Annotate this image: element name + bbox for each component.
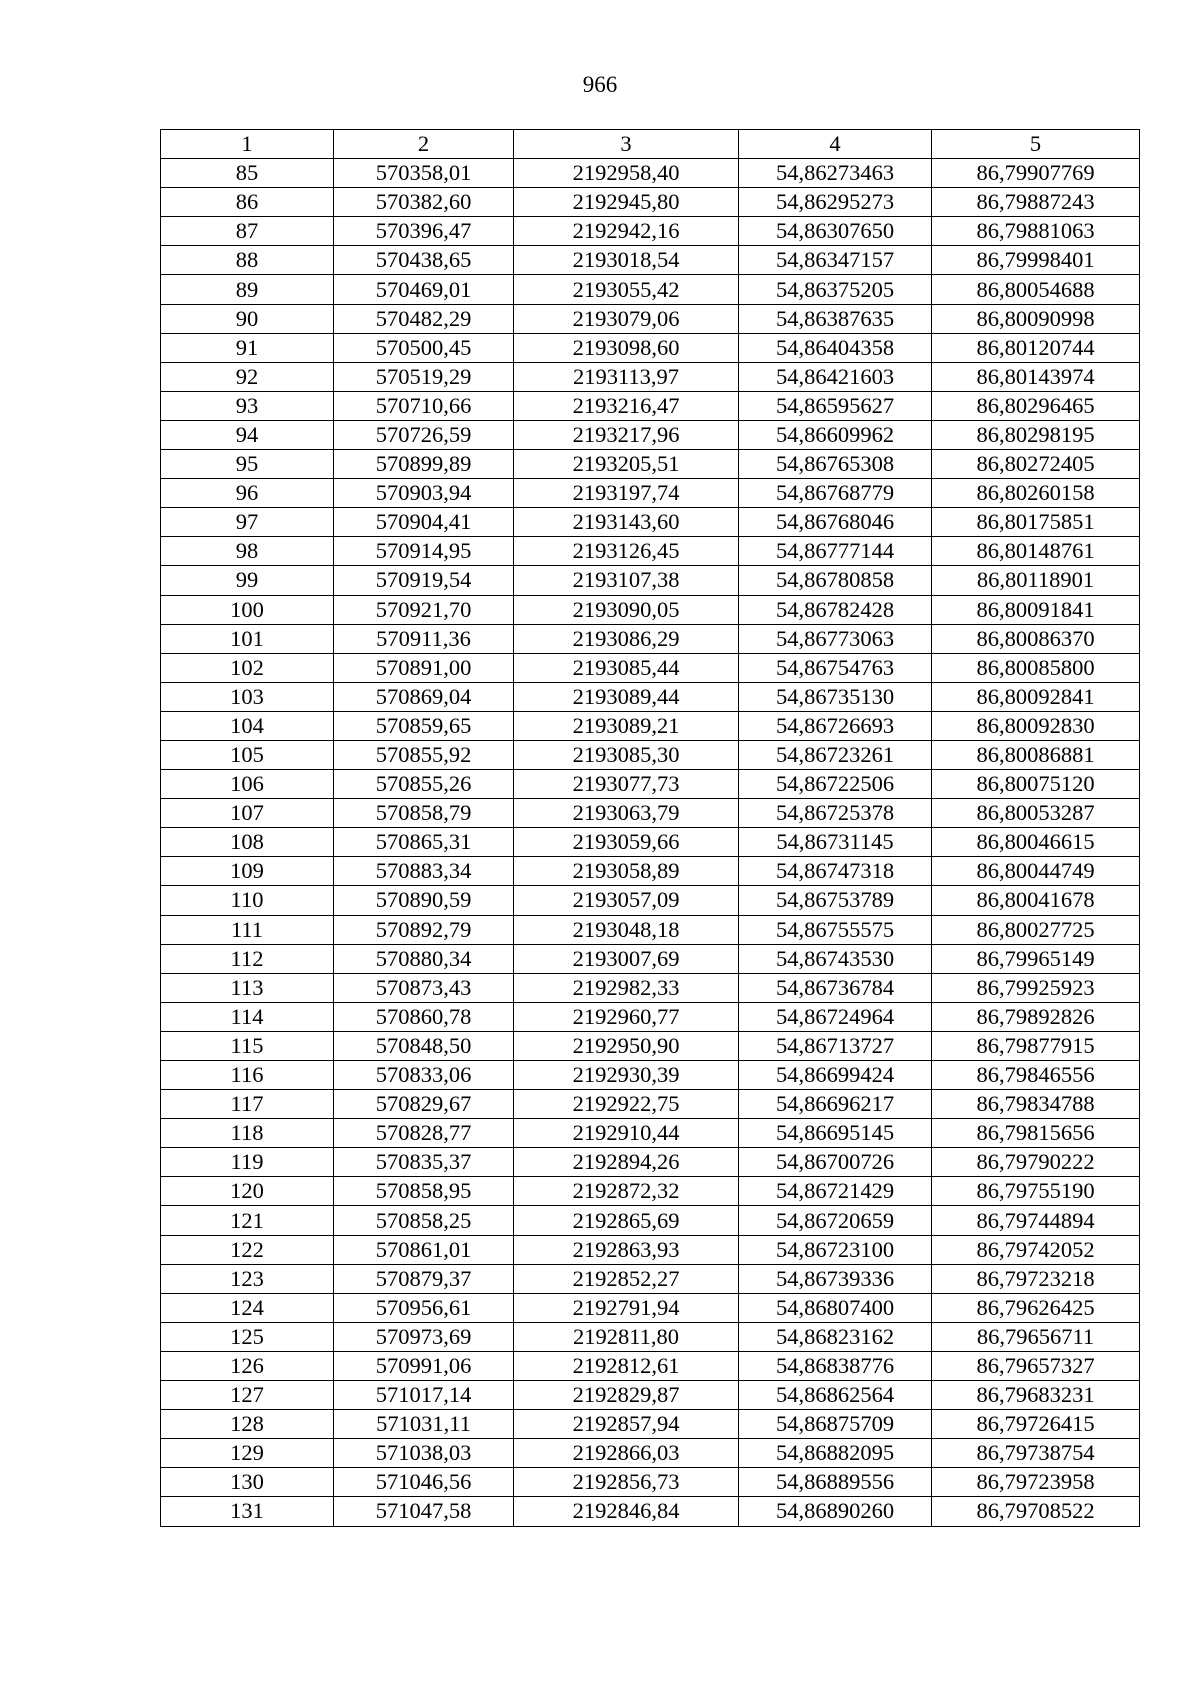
table-row (161, 1177, 1140, 1206)
table-cell-col-3: 2192942,16 (514, 217, 739, 246)
table-cell-col-3: 2192857,94 (514, 1410, 739, 1439)
table-cell-col-5: 86,79925923 (932, 973, 1140, 1002)
table-cell-col-1: 125 (161, 1322, 334, 1351)
table-cell-col-4: 54,86755575 (739, 915, 932, 944)
table-cell-col-3: 2192846,84 (514, 1497, 739, 1526)
table-cell-col-4: 54,86695145 (739, 1119, 932, 1148)
table-cell-col-2: 570869,04 (334, 682, 514, 711)
table-cell-col-5: 86,79708522 (932, 1497, 1140, 1526)
table-cell-col-2: 570903,94 (334, 479, 514, 508)
table-cell-col-4: 54,86295273 (739, 188, 932, 217)
table-cell-col-3: 2193098,60 (514, 333, 739, 362)
table-cell-col-4: 54,86754763 (739, 653, 932, 682)
table-cell-col-2: 570879,37 (334, 1264, 514, 1293)
table-cell-col-2: 571017,14 (334, 1381, 514, 1410)
table-row (161, 915, 1140, 944)
table-cell-col-4: 54,86387635 (739, 304, 932, 333)
table-row (161, 740, 1140, 769)
table-row (161, 1090, 1140, 1119)
table-cell-col-4: 54,86696217 (739, 1090, 932, 1119)
table-cell-col-3: 2193085,44 (514, 653, 739, 682)
table-cell-col-3: 2193077,73 (514, 770, 739, 799)
table-cell-col-3: 2193090,05 (514, 595, 739, 624)
table-cell-col-2: 570899,89 (334, 450, 514, 479)
table-cell-col-4: 54,86807400 (739, 1293, 932, 1322)
table-cell-col-4: 54,86726693 (739, 711, 932, 740)
table-cell-col-5: 86,80085800 (932, 653, 1140, 682)
table-cell-col-2: 570710,66 (334, 391, 514, 420)
table-cell-col-5: 86,80041678 (932, 886, 1140, 915)
table-cell-col-4: 54,86739336 (739, 1264, 932, 1293)
table-cell-col-2: 570482,29 (334, 304, 514, 333)
table-row (161, 1351, 1140, 1380)
table-cell-col-1: 94 (161, 420, 334, 449)
table-cell-col-1: 129 (161, 1439, 334, 1468)
table-row (161, 711, 1140, 740)
table-row (161, 1061, 1140, 1090)
table-row (161, 653, 1140, 682)
table-cell-col-5: 86,79723218 (932, 1264, 1140, 1293)
table-row (161, 391, 1140, 420)
table-row (161, 1410, 1140, 1439)
table-cell-col-3: 2193126,45 (514, 537, 739, 566)
table-cell-col-5: 86,79742052 (932, 1235, 1140, 1264)
table-cell-col-3: 2192866,03 (514, 1439, 739, 1468)
table-cell-col-2: 570858,95 (334, 1177, 514, 1206)
table-row (161, 944, 1140, 973)
table-cell-col-5: 86,80148761 (932, 537, 1140, 566)
table-cell-col-5: 86,79656711 (932, 1322, 1140, 1351)
table-cell-col-3: 2193217,96 (514, 420, 739, 449)
table-cell-col-1: 103 (161, 682, 334, 711)
table-cell-col-3: 2192872,32 (514, 1177, 739, 1206)
table-row (161, 1497, 1140, 1526)
table-row (161, 1293, 1140, 1322)
table-cell-col-2: 570904,41 (334, 508, 514, 537)
table-cell-col-5: 86,80118901 (932, 566, 1140, 595)
table-cell-col-4: 54,86782428 (739, 595, 932, 624)
table-cell-col-3: 2192812,61 (514, 1351, 739, 1380)
table-cell-col-5: 86,80027725 (932, 915, 1140, 944)
table-cell-col-3: 2193057,09 (514, 886, 739, 915)
table-cell-col-4: 54,86722506 (739, 770, 932, 799)
table-row (161, 246, 1140, 275)
table-cell-col-1: 123 (161, 1264, 334, 1293)
table-cell-col-5: 86,80175851 (932, 508, 1140, 537)
table-cell-col-4: 54,86753789 (739, 886, 932, 915)
table-cell-col-4: 54,86777144 (739, 537, 932, 566)
table-cell-col-4: 54,86823162 (739, 1322, 932, 1351)
table-cell-col-4: 54,86595627 (739, 391, 932, 420)
table-cell-col-1: 98 (161, 537, 334, 566)
table-cell-col-1: 131 (161, 1497, 334, 1526)
table-cell-col-4: 54,86875709 (739, 1410, 932, 1439)
table-cell-col-5: 86,79755190 (932, 1177, 1140, 1206)
table-cell-col-5: 86,80092841 (932, 682, 1140, 711)
table-cell-col-3: 2192958,40 (514, 159, 739, 188)
table-cell-col-3: 2192865,69 (514, 1206, 739, 1235)
table-cell-col-1: 121 (161, 1206, 334, 1235)
table-row (161, 1148, 1140, 1177)
table-cell-col-1: 116 (161, 1061, 334, 1090)
table-cell-col-4: 54,86747318 (739, 857, 932, 886)
table-cell-col-4: 54,86731145 (739, 828, 932, 857)
table-cell-col-4: 54,86780858 (739, 566, 932, 595)
table-cell-col-5: 86,79626425 (932, 1293, 1140, 1322)
table-cell-col-2: 570396,47 (334, 217, 514, 246)
table-cell-col-5: 86,80054688 (932, 275, 1140, 304)
table-row (161, 1235, 1140, 1264)
table-cell-col-5: 86,79877915 (932, 1031, 1140, 1060)
table-row (161, 1206, 1140, 1235)
table-cell-col-2: 571038,03 (334, 1439, 514, 1468)
table-cell-col-3: 2192950,90 (514, 1031, 739, 1060)
table-row (161, 1031, 1140, 1060)
table-cell-col-3: 2193079,06 (514, 304, 739, 333)
table-cell-col-1: 105 (161, 740, 334, 769)
table-cell-col-1: 88 (161, 246, 334, 275)
table-row (161, 624, 1140, 653)
table-row (161, 857, 1140, 886)
table-row (161, 1119, 1140, 1148)
table-cell-col-4: 54,86347157 (739, 246, 932, 275)
table-cell-col-2: 570890,59 (334, 886, 514, 915)
table-cell-col-3: 2192922,75 (514, 1090, 739, 1119)
table-cell-col-4: 54,86273463 (739, 159, 932, 188)
table-row (161, 1322, 1140, 1351)
table-header (161, 130, 1140, 159)
table-cell-col-2: 570865,31 (334, 828, 514, 857)
table-row (161, 188, 1140, 217)
table-cell-col-3: 2193063,79 (514, 799, 739, 828)
table-cell-col-2: 570892,79 (334, 915, 514, 944)
table-cell-col-4: 54,86404358 (739, 333, 932, 362)
table-cell-col-3: 2193216,47 (514, 391, 739, 420)
table-row (161, 799, 1140, 828)
column-header-4: 4 (739, 130, 932, 159)
table-cell-col-1: 95 (161, 450, 334, 479)
table-cell-col-1: 91 (161, 333, 334, 362)
table-cell-col-4: 54,86743530 (739, 944, 932, 973)
table-cell-col-5: 86,80053287 (932, 799, 1140, 828)
table-cell-col-5: 86,80046615 (932, 828, 1140, 857)
table-cell-col-2: 570859,65 (334, 711, 514, 740)
table-cell-col-2: 570921,70 (334, 595, 514, 624)
table-cell-col-1: 113 (161, 973, 334, 1002)
table-cell-col-3: 2193089,44 (514, 682, 739, 711)
table-cell-col-5: 86,80086370 (932, 624, 1140, 653)
table-cell-col-1: 87 (161, 217, 334, 246)
table-cell-col-5: 86,79846556 (932, 1061, 1140, 1090)
table-cell-col-3: 2193085,30 (514, 740, 739, 769)
table-row (161, 1264, 1140, 1293)
table-body (161, 159, 1140, 1526)
column-header-5: 5 (932, 130, 1140, 159)
table-cell-col-2: 570861,01 (334, 1235, 514, 1264)
table-cell-col-1: 108 (161, 828, 334, 857)
table-cell-col-5: 86,80298195 (932, 420, 1140, 449)
table-row (161, 595, 1140, 624)
table-cell-col-2: 570382,60 (334, 188, 514, 217)
table-cell-col-5: 86,80296465 (932, 391, 1140, 420)
table-cell-col-1: 96 (161, 479, 334, 508)
table-cell-col-2: 570891,00 (334, 653, 514, 682)
table-cell-col-3: 2192960,77 (514, 1002, 739, 1031)
table-cell-col-1: 122 (161, 1235, 334, 1264)
table-cell-col-4: 54,86713727 (739, 1031, 932, 1060)
table-cell-col-2: 570919,54 (334, 566, 514, 595)
table-cell-col-2: 571046,56 (334, 1468, 514, 1497)
table-cell-col-2: 571047,58 (334, 1497, 514, 1526)
table-cell-col-3: 2193089,21 (514, 711, 739, 740)
table-cell-col-4: 54,86724964 (739, 1002, 932, 1031)
table-cell-col-2: 570956,61 (334, 1293, 514, 1322)
table-cell-col-2: 570828,77 (334, 1119, 514, 1148)
column-header-3: 3 (514, 130, 739, 159)
table-cell-col-3: 2193055,42 (514, 275, 739, 304)
table-cell-col-2: 571031,11 (334, 1410, 514, 1439)
table-cell-col-4: 54,86773063 (739, 624, 932, 653)
table-cell-col-2: 570880,34 (334, 944, 514, 973)
table-row (161, 1468, 1140, 1497)
table-row (161, 420, 1140, 449)
coordinates-table (160, 129, 1140, 1527)
table-cell-col-3: 2192856,73 (514, 1468, 739, 1497)
table-cell-col-5: 86,79738754 (932, 1439, 1140, 1468)
table-cell-col-2: 570519,29 (334, 362, 514, 391)
table-cell-col-3: 2193113,97 (514, 362, 739, 391)
table-cell-col-3: 2193197,74 (514, 479, 739, 508)
table-cell-col-1: 106 (161, 770, 334, 799)
table-cell-col-2: 570873,43 (334, 973, 514, 1002)
table-row (161, 1381, 1140, 1410)
table-row (161, 304, 1140, 333)
table-cell-col-5: 86,80143974 (932, 362, 1140, 391)
table-cell-col-1: 111 (161, 915, 334, 944)
table-cell-col-1: 97 (161, 508, 334, 537)
table-cell-col-3: 2192811,80 (514, 1322, 739, 1351)
table-cell-col-1: 89 (161, 275, 334, 304)
table-cell-col-3: 2192894,26 (514, 1148, 739, 1177)
table-cell-col-4: 54,86889556 (739, 1468, 932, 1497)
table-cell-col-5: 86,80092830 (932, 711, 1140, 740)
table-row (161, 479, 1140, 508)
table-cell-col-2: 570835,37 (334, 1148, 514, 1177)
table-row (161, 275, 1140, 304)
table-cell-col-2: 570848,50 (334, 1031, 514, 1060)
table-cell-col-1: 126 (161, 1351, 334, 1380)
table-cell-col-3: 2193205,51 (514, 450, 739, 479)
table-row (161, 828, 1140, 857)
table-cell-col-1: 117 (161, 1090, 334, 1119)
table-cell-col-2: 570358,01 (334, 159, 514, 188)
table-cell-col-2: 570858,25 (334, 1206, 514, 1235)
table-cell-col-3: 2193007,69 (514, 944, 739, 973)
table-row (161, 159, 1140, 188)
column-header-2: 2 (334, 130, 514, 159)
table-cell-col-5: 86,79965149 (932, 944, 1140, 973)
table-cell-col-5: 86,79907769 (932, 159, 1140, 188)
table-cell-col-2: 570883,34 (334, 857, 514, 886)
table-cell-col-5: 86,79726415 (932, 1410, 1140, 1439)
table-row (161, 362, 1140, 391)
table-cell-col-4: 54,86725378 (739, 799, 932, 828)
table-row (161, 450, 1140, 479)
table-cell-col-1: 110 (161, 886, 334, 915)
table-cell-col-3: 2192910,44 (514, 1119, 739, 1148)
table-cell-col-1: 120 (161, 1177, 334, 1206)
table-cell-col-5: 86,79998401 (932, 246, 1140, 275)
table-cell-col-4: 54,86421603 (739, 362, 932, 391)
table-cell-col-4: 54,86700726 (739, 1148, 932, 1177)
table-cell-col-5: 86,80260158 (932, 479, 1140, 508)
table-cell-col-5: 86,79683231 (932, 1381, 1140, 1410)
table-row (161, 770, 1140, 799)
table-cell-col-3: 2193048,18 (514, 915, 739, 944)
table-cell-col-3: 2193143,60 (514, 508, 739, 537)
table-cell-col-2: 570991,06 (334, 1351, 514, 1380)
table-cell-col-1: 100 (161, 595, 334, 624)
table-cell-col-5: 86,80272405 (932, 450, 1140, 479)
table-cell-col-1: 102 (161, 653, 334, 682)
table-cell-col-5: 86,80086881 (932, 740, 1140, 769)
table-cell-col-3: 2192829,87 (514, 1381, 739, 1410)
table-cell-col-4: 54,86882095 (739, 1439, 932, 1468)
table-cell-col-4: 54,86768046 (739, 508, 932, 537)
table-cell-col-4: 54,86723100 (739, 1235, 932, 1264)
table-cell-col-2: 570914,95 (334, 537, 514, 566)
table-row (161, 682, 1140, 711)
table-cell-col-4: 54,86721429 (739, 1177, 932, 1206)
column-header-1: 1 (161, 130, 334, 159)
table-cell-col-5: 86,79723958 (932, 1468, 1140, 1497)
table-cell-col-4: 54,86765308 (739, 450, 932, 479)
table-row (161, 566, 1140, 595)
table-cell-col-5: 86,79887243 (932, 188, 1140, 217)
table-cell-col-1: 130 (161, 1468, 334, 1497)
table-cell-col-1: 101 (161, 624, 334, 653)
table-cell-col-5: 86,79815656 (932, 1119, 1140, 1148)
table-row (161, 1002, 1140, 1031)
table-cell-col-2: 570469,01 (334, 275, 514, 304)
table-cell-col-1: 104 (161, 711, 334, 740)
table-cell-col-5: 86,79881063 (932, 217, 1140, 246)
table-cell-col-2: 570855,26 (334, 770, 514, 799)
table-cell-col-3: 2193018,54 (514, 246, 739, 275)
table-cell-col-3: 2193059,66 (514, 828, 739, 857)
table-cell-col-1: 114 (161, 1002, 334, 1031)
table-cell-col-1: 112 (161, 944, 334, 973)
table-cell-col-2: 570860,78 (334, 1002, 514, 1031)
table-cell-col-5: 86,80075120 (932, 770, 1140, 799)
table-cell-col-1: 99 (161, 566, 334, 595)
table-row (161, 886, 1140, 915)
table-cell-col-1: 118 (161, 1119, 334, 1148)
table-cell-col-5: 86,79790222 (932, 1148, 1140, 1177)
header-row (161, 130, 1140, 159)
table-cell-col-1: 128 (161, 1410, 334, 1439)
table-row (161, 217, 1140, 246)
table-cell-col-4: 54,86838776 (739, 1351, 932, 1380)
table-cell-col-4: 54,86735130 (739, 682, 932, 711)
table-cell-col-5: 86,80044749 (932, 857, 1140, 886)
table-row (161, 333, 1140, 362)
table-cell-col-2: 570855,92 (334, 740, 514, 769)
table-cell-col-4: 54,86699424 (739, 1061, 932, 1090)
table-cell-col-5: 86,80090998 (932, 304, 1140, 333)
table-cell-col-1: 119 (161, 1148, 334, 1177)
table-cell-col-5: 86,79834788 (932, 1090, 1140, 1119)
table-cell-col-5: 86,79892826 (932, 1002, 1140, 1031)
table-row (161, 537, 1140, 566)
table-cell-col-1: 124 (161, 1293, 334, 1322)
table-cell-col-4: 54,86862564 (739, 1381, 932, 1410)
table-cell-col-5: 86,79744894 (932, 1206, 1140, 1235)
table-cell-col-3: 2193086,29 (514, 624, 739, 653)
table-cell-col-4: 54,86609962 (739, 420, 932, 449)
table-cell-col-1: 93 (161, 391, 334, 420)
table-cell-col-3: 2192791,94 (514, 1293, 739, 1322)
table-cell-col-1: 86 (161, 188, 334, 217)
table-cell-col-2: 570829,67 (334, 1090, 514, 1119)
table-cell-col-1: 127 (161, 1381, 334, 1410)
table-cell-col-3: 2193107,38 (514, 566, 739, 595)
table-cell-col-3: 2192852,27 (514, 1264, 739, 1293)
table-cell-col-3: 2192863,93 (514, 1235, 739, 1264)
table-cell-col-3: 2192945,80 (514, 188, 739, 217)
table-cell-col-2: 570858,79 (334, 799, 514, 828)
table-cell-col-2: 570726,59 (334, 420, 514, 449)
table-cell-col-5: 86,80091841 (932, 595, 1140, 624)
table-cell-col-3: 2192982,33 (514, 973, 739, 1002)
table-cell-col-4: 54,86375205 (739, 275, 932, 304)
table-cell-col-2: 570973,69 (334, 1322, 514, 1351)
table-cell-col-5: 86,79657327 (932, 1351, 1140, 1380)
page-number: 966 (582, 72, 618, 97)
table-cell-col-5: 86,80120744 (932, 333, 1140, 362)
table-cell-col-4: 54,86723261 (739, 740, 932, 769)
table-cell-col-1: 115 (161, 1031, 334, 1060)
table-cell-col-4: 54,86890260 (739, 1497, 932, 1526)
table-cell-col-1: 109 (161, 857, 334, 886)
table-cell-col-4: 54,86768779 (739, 479, 932, 508)
table-cell-col-1: 107 (161, 799, 334, 828)
table-cell-col-4: 54,86307650 (739, 217, 932, 246)
table-cell-col-3: 2192930,39 (514, 1061, 739, 1090)
table-cell-col-1: 85 (161, 159, 334, 188)
table-cell-col-3: 2193058,89 (514, 857, 739, 886)
table-cell-col-1: 90 (161, 304, 334, 333)
table-row (161, 508, 1140, 537)
table-cell-col-4: 54,86720659 (739, 1206, 932, 1235)
table-cell-col-1: 92 (161, 362, 334, 391)
table-cell-col-2: 570911,36 (334, 624, 514, 653)
table-cell-col-2: 570438,65 (334, 246, 514, 275)
table-row (161, 1439, 1140, 1468)
table-cell-col-2: 570500,45 (334, 333, 514, 362)
table-row (161, 973, 1140, 1002)
table-cell-col-4: 54,86736784 (739, 973, 932, 1002)
table-cell-col-2: 570833,06 (334, 1061, 514, 1090)
